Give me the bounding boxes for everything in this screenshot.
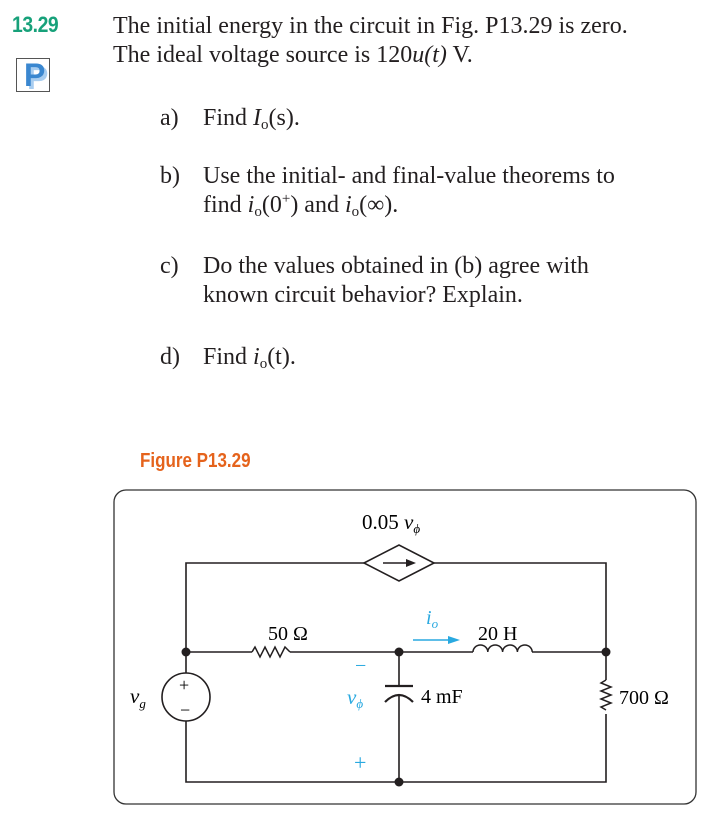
dependent-source-label: 0.05 vϕ [362,510,421,536]
part-b-label: b) [160,163,180,189]
resistor-50 [252,647,290,657]
practice-badge-icon: P [16,58,50,92]
r1-label: 50 Ω [268,623,308,645]
capacitor-label: 4 mF [421,686,463,708]
wires [186,563,606,782]
vphi-minus: − [355,655,367,677]
part-a-text: Find $I_o(s)$. [203,105,300,133]
part-c-label: c) [160,253,179,279]
source-plus: + [179,675,190,695]
inductor-label: 20 H [478,623,518,645]
part-c-text: Do the values obtained in (b) agree with known circuit behavior? Explain. [203,253,589,308]
resistor-700 [601,680,611,710]
io-label: $i_o$ [426,607,439,631]
nodes [182,648,611,787]
source-minus: − [180,700,191,720]
part-d-text: Find $i_o(t)$. [203,344,296,372]
vg-label: $v_g$ [130,684,146,711]
vphi-plus: + [354,750,367,775]
part-b-text: Use the initial- and final-value theorems to find $i_o(0^+)$ and $i_o(\infty)$. [203,163,615,220]
figure-title: Figure P13.29 [140,450,251,472]
r2-label: 700 Ω [619,687,669,709]
part-a-label: a) [160,105,179,131]
problem-number: 13.29 [12,12,59,37]
inductor-20h [473,645,532,652]
figure-frame [114,490,696,804]
part-d-label: d) [160,344,180,370]
vphi-label: vϕ [347,685,364,711]
problem-statement: The initial energy in the circuit in Fig. P13.29 is zero. The ideal voltage source is 120u(t) V. [113,13,628,68]
